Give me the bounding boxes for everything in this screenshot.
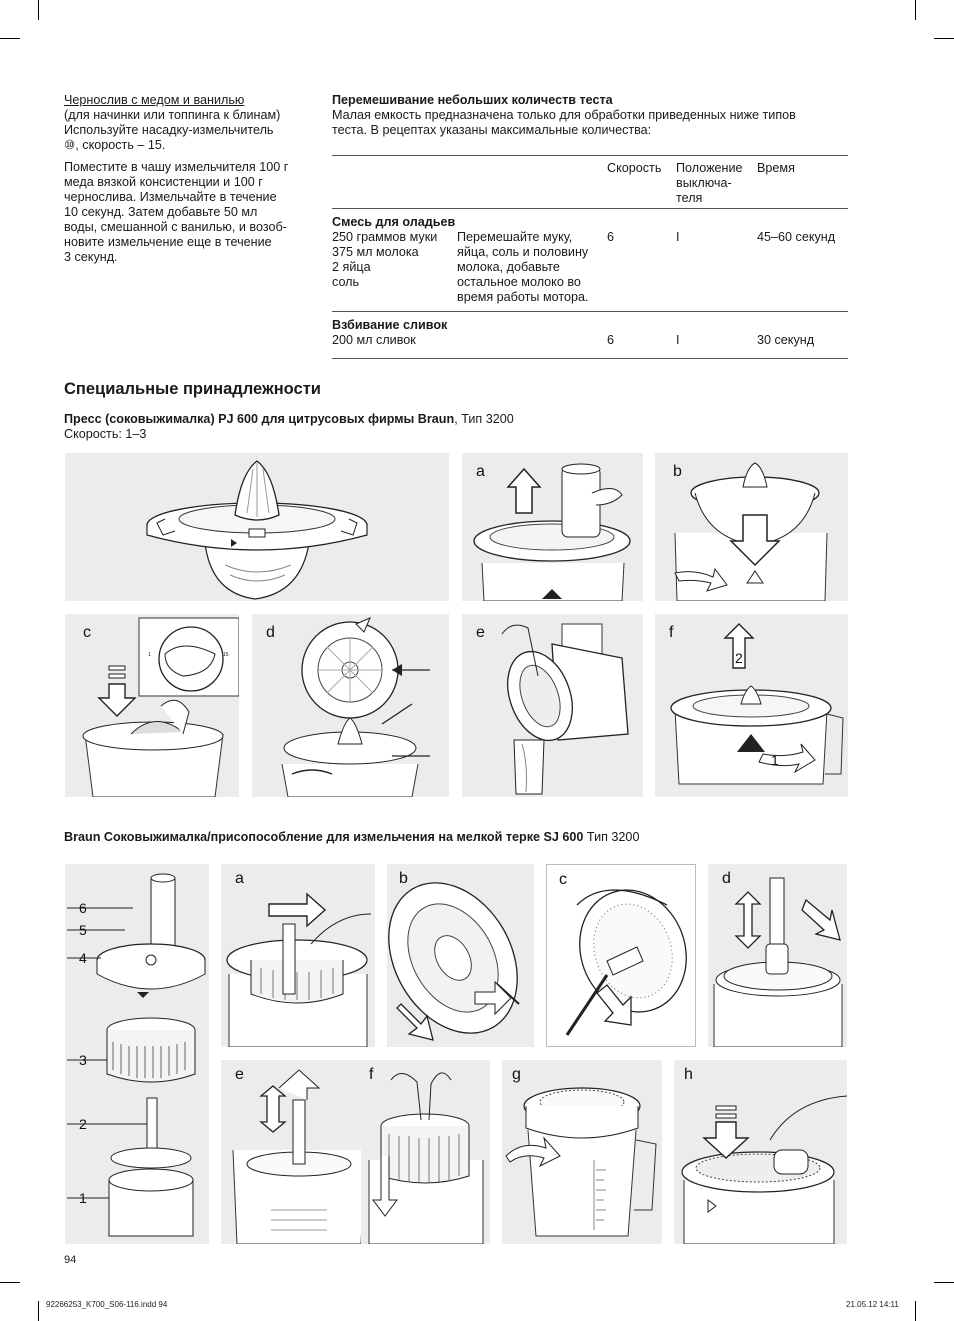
part-number: 5 xyxy=(79,922,87,938)
crop-mark xyxy=(0,38,20,39)
row-title: Смесь для оладьев xyxy=(332,215,456,229)
row-time: 30 секунд xyxy=(757,333,815,347)
row-instructions: Перемешайте муку, яйца, соль и половину молока, добавьте остальное молоко во время работы мотора. xyxy=(457,230,589,304)
panel-label: f xyxy=(669,624,674,641)
sj-step-a xyxy=(221,864,375,1047)
panel-label: c xyxy=(83,624,91,641)
dough-intro-line: Малая емкость предназначена только для обработки приведенных ниже типов xyxy=(332,108,796,122)
dial-number: 15 xyxy=(223,652,229,658)
recipe-intro-line: (для начинки или топпинга к блинам) xyxy=(64,108,281,122)
step-number: 2 xyxy=(735,650,743,666)
row-switch: I xyxy=(676,230,680,244)
pj-step-e xyxy=(462,614,643,797)
pj-main-illustration xyxy=(65,453,449,601)
dough-section-title: Перемешивание небольших количеств теста xyxy=(332,93,613,107)
header-switch: Положение выключа- теля xyxy=(676,161,743,205)
recipe-intro-line: ⑩, скорость – 15. xyxy=(64,138,166,152)
part-number: 3 xyxy=(79,1052,87,1068)
panel-label: e xyxy=(235,1066,244,1083)
pj-speed: Скорость: 1–3 xyxy=(64,427,147,441)
recipe-intro-line: Используйте насадку-измельчитель xyxy=(64,123,274,137)
sj-step-f xyxy=(361,1060,490,1244)
part-number: 1 xyxy=(79,1190,87,1206)
sj-title-rest: Тип 3200 xyxy=(583,830,640,844)
recipe-body-line: Поместите в чашу измельчителя 100 г xyxy=(64,160,289,174)
row-speed: 6 xyxy=(607,230,615,244)
recipe-body-line: 10 секунд. Затем добавьте 50 мл xyxy=(64,205,258,219)
pj-title-bold: Пресс (соковыжималка) PJ 600 для цитрусовых фирмы Braun xyxy=(64,412,455,426)
sj-title-bold: Braun Соковыжималка/присопособление для измельчения на мелкой терке SJ 600 xyxy=(64,830,584,844)
crop-mark xyxy=(934,1282,954,1283)
panel-label: a xyxy=(476,463,485,480)
sj-title xyxy=(64,830,884,845)
pj-step-a xyxy=(462,453,643,601)
pj-step-b xyxy=(655,453,848,601)
recipe-body-line: воды, смешанной с ванилью, и возоб- xyxy=(64,220,287,234)
sj-step-b xyxy=(387,864,534,1047)
panel-label: a xyxy=(235,870,244,887)
step-number: 1 xyxy=(771,752,779,768)
pj-step-d xyxy=(252,614,449,797)
panel-label: g xyxy=(512,1066,521,1083)
pj-step-f xyxy=(655,614,848,797)
recipe-title: Чернослив с медом и ванилью xyxy=(64,93,245,107)
recipe-body-line: чернослива. Измельчайте в течение xyxy=(64,190,277,204)
crop-mark xyxy=(915,0,916,20)
part-number: 2 xyxy=(79,1116,87,1132)
recipe-body-line: новите измельчение еще в течение xyxy=(64,235,272,249)
panel-label: f xyxy=(369,1066,374,1083)
special-accessories-heading: Специальные принадлежности xyxy=(64,380,321,398)
sj-step-d xyxy=(708,864,847,1047)
page-number: 94 xyxy=(64,1254,77,1266)
sj-exploded-view xyxy=(65,864,209,1244)
recipe-body-line: 3 секунд. xyxy=(64,250,118,264)
panel-label: d xyxy=(722,870,731,887)
crop-mark xyxy=(0,1282,20,1283)
row-ingredients: 250 граммов муки 375 мл молока 2 яйца соль xyxy=(332,230,438,289)
row-title: Взбивание сливок xyxy=(332,318,448,332)
panel-label: d xyxy=(266,624,275,641)
panel-label: e xyxy=(476,624,485,641)
header-time: Время xyxy=(757,161,795,175)
sj-step-g xyxy=(502,1060,662,1244)
header-speed: Скорость xyxy=(607,161,662,175)
crop-mark xyxy=(38,1301,39,1321)
row-time: 45–60 секунд xyxy=(757,230,836,244)
dial-number: 1 xyxy=(148,652,151,658)
crop-mark xyxy=(934,38,954,39)
crop-mark xyxy=(38,0,39,20)
pj-title xyxy=(64,412,864,442)
recipe-body-line: меда вязкой консистенции и 100 г xyxy=(64,175,263,189)
pj-title-rest: , Тип 3200 xyxy=(454,412,514,426)
panel-label: c xyxy=(559,871,567,888)
pj-step-c xyxy=(65,614,239,797)
dough-section-intro xyxy=(332,93,852,138)
dough-intro-line: теста. В рецептах указаны максимальные количества: xyxy=(332,123,652,137)
footer-file: 92266253_K700_S06-116.indd 94 xyxy=(46,1300,168,1309)
row-speed: 6 xyxy=(607,333,615,347)
dough-table xyxy=(332,155,848,359)
part-number: 4 xyxy=(79,950,87,966)
sj-step-c xyxy=(546,864,696,1047)
panel-label: b xyxy=(673,463,682,480)
footer-date: 21.05.12 14:11 xyxy=(846,1300,899,1309)
part-number: 6 xyxy=(79,900,87,916)
row-switch: I xyxy=(676,333,680,347)
row-ingredients: 200 мл сливок xyxy=(332,333,416,347)
left-recipe xyxy=(64,93,319,265)
panel-label: b xyxy=(399,870,408,887)
panel-label: h xyxy=(684,1066,693,1083)
sj-step-h xyxy=(674,1060,847,1244)
sj-step-e xyxy=(221,1060,375,1244)
crop-mark xyxy=(915,1301,916,1321)
